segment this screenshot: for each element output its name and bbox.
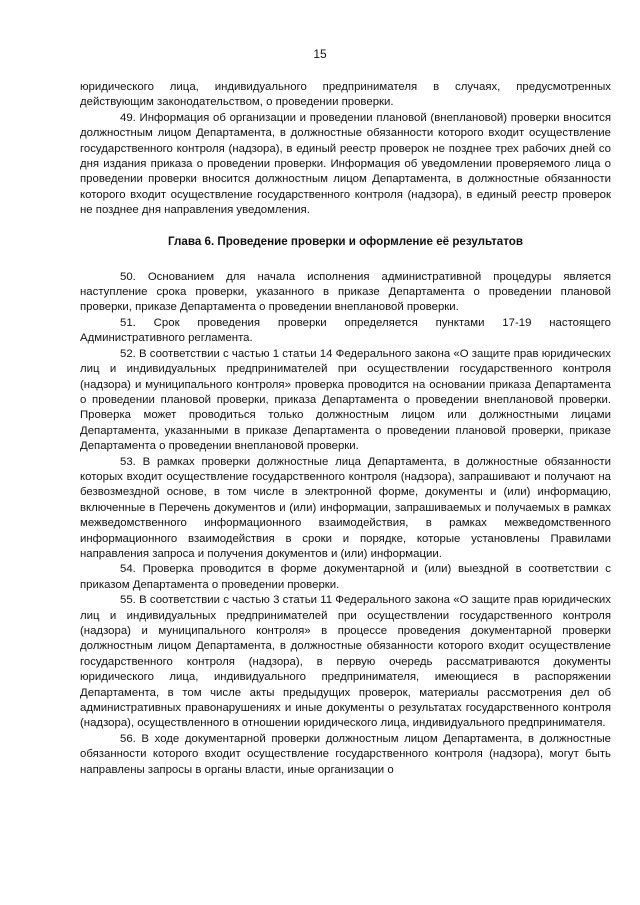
document-body: [80, 80, 611, 778]
paragraph-55: 55. В соответствии с частью 3 статьи 11 Федерального закона «О защите прав юридических лиц и индивидуальных предпринимателей при осуществлении государственного контроля (надзора) и муниципального контроля» в процессе проведения документарной проверки должностным лицом Департамента, в должностные обязанности которого входит осуществление государственного контроля (надзора), в первую очередь рассматриваются документы юридического лица, индивидуального предпринимателя, имеющиеся в распоряжении Департамента, в том числе акты предыдущих проверок, материалы рассмотрения дел об административных правонарушениях и иные документы о результатах государственного контроля (надзора), осуществленного в отношении юридического лица, индивидуального предпринимателя.: [80, 594, 611, 730]
chapter-heading: Глава 6. Проведение проверки и оформление её результатов: [168, 234, 523, 248]
paragraph-continuation: юридического лица, индивидуального предпринимателя в случаях, предусмотренных действующим законодательством, о проведении проверки.: [80, 81, 611, 109]
paragraph-53: 53. В рамках проверки должностные лица Департамента, в должностные обязанности которых входит осуществление государственного контроля (надзора), запрашивают и получают на безвозмездной основе, в том числе в электронной форме, документы и (или) информацию, включенные в Перечень документов и (или) информации, запрашиваемых и получаемых в рамках межведомственного информационного взаимодействия, в рамках межведомственного информационного взаимодействия в сроки и порядке, которые установлены Правилами направления запроса и получения документов и (или) информации.: [80, 455, 611, 560]
paragraph-56: 56. В ходе документарной проверки должностным лицом Департамента, в должностные обязанности которого входит осуществление государственного контроля (надзора), могут быть направлены запросы в органы власти, иные организации о: [80, 732, 611, 776]
paragraph-50: 50. Основанием для начала исполнения административной процедуры является наступление срока проверки, указанного в приказе Департамента о проведении плановой проверки, приказе Департамента о проведении внеплановой проверки.: [80, 270, 611, 314]
paragraph-54: 54. Проверка проводится в форме документарной и (или) выездной в соответствии с приказом Департамента о проведении проверки.: [80, 563, 611, 591]
paragraph-52: 52. В соответствии с частью 1 статьи 14 Федерального закона «О защите прав юридических лиц и индивидуальных предпринимателей при осуществлении государственного контроля (надзора) и муниципального контроля» проверка проводится на основании приказа Департамента о проведении плановой проверки, приказа Департамента о проведении внеплановой проверки. Проверка может проводиться только должностным лицом или должностными лицами Департамента, указанными в приказе Департамента о проведении плановой проверки, приказе Департамента о проведении внеплановой проверки.: [80, 347, 611, 453]
page-number: 15: [313, 47, 327, 61]
paragraph-49: 49. Информация об организации и проведении плановой (внеплановой) проверки вносится должностным лицом Департамента, в должностные обязанности которого входит осуществление государственного контроля (надзора), в единый реестр проверок не позднее трех рабочих дней со дня издания приказа о проведении проверки. Информация об уведомлении проверяемого лица о проведении проверки вносится должностным лицом Департамента, в должностные обязанности которого входит осуществление государственного контроля (надзора), в единый реестр проверок не позднее дня направления уведомления.: [80, 111, 611, 217]
paragraph-51: 51. Срок проведения проверки определяется пунктами 17-19 настоящего Административного регламента.: [80, 316, 611, 345]
